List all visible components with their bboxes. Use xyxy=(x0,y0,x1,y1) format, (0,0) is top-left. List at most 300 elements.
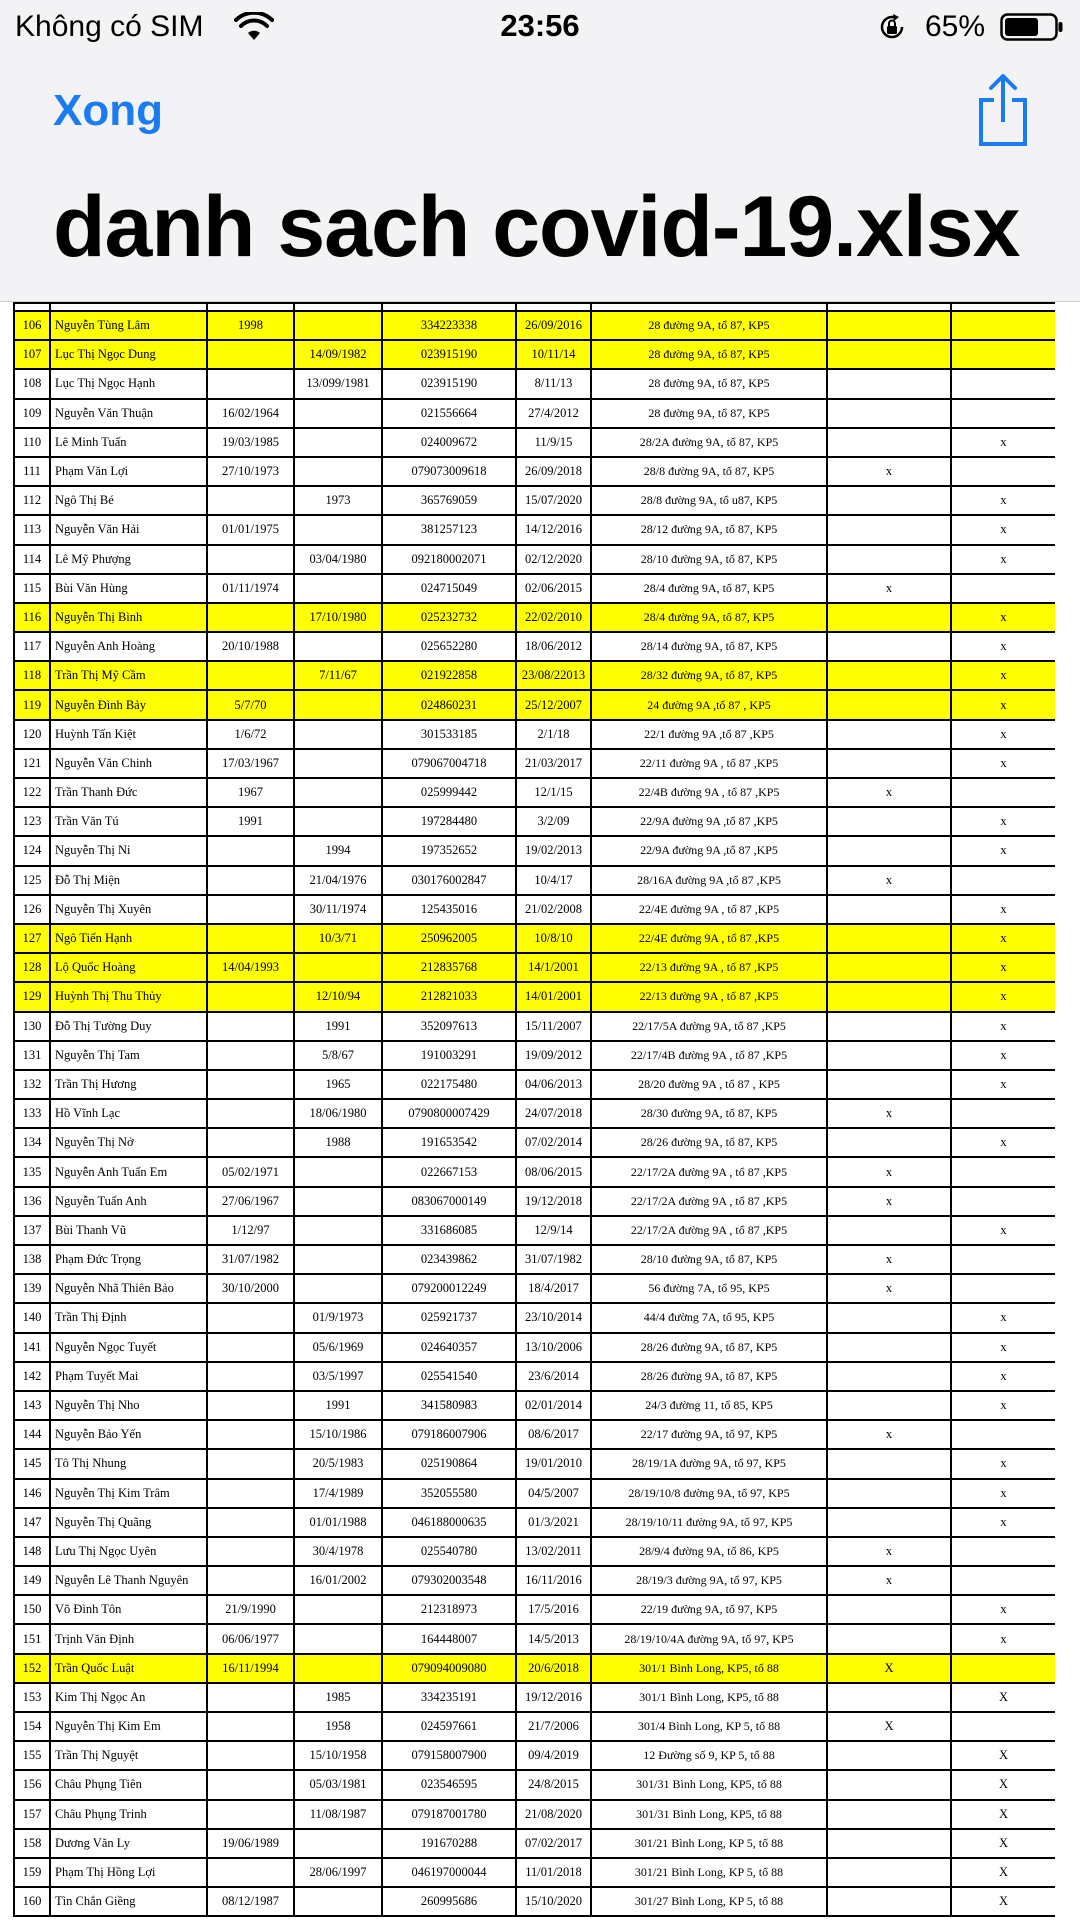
mark-col-2-cell[interactable]: X xyxy=(951,1741,1055,1770)
mark-col-2-cell[interactable] xyxy=(951,574,1055,603)
done-button[interactable]: Xong xyxy=(53,86,163,135)
mark-col-2-cell[interactable]: x xyxy=(951,486,1055,515)
row-number-cell[interactable]: 133 xyxy=(14,1099,50,1128)
name-cell[interactable]: Tô Thị Nhung xyxy=(50,1449,207,1478)
mark-col-2-cell[interactable]: x xyxy=(951,982,1055,1011)
row-number-cell[interactable]: 132 xyxy=(14,1070,50,1099)
issue-date-cell[interactable]: 04/06/2013 xyxy=(516,1070,591,1099)
birth-female-cell[interactable] xyxy=(294,1887,382,1916)
row-number-cell[interactable]: 137 xyxy=(14,1216,50,1245)
mark-col-2-cell[interactable]: x xyxy=(951,545,1055,574)
birth-male-cell[interactable]: 01/01/1975 xyxy=(207,515,294,544)
birth-female-cell[interactable]: 1965 xyxy=(294,1070,382,1099)
birth-female-cell[interactable]: 11/08/1987 xyxy=(294,1800,382,1829)
mark-col-1-cell[interactable] xyxy=(827,399,951,428)
mark-col-2-cell[interactable]: x xyxy=(951,603,1055,632)
address-cell[interactable]: 22/17/2A đường 9A , tổ 87 ,KP5 xyxy=(591,1216,827,1245)
mark-col-2-cell[interactable]: x xyxy=(951,1216,1055,1245)
row-number-cell[interactable]: 158 xyxy=(14,1829,50,1858)
row-number-cell[interactable]: 113 xyxy=(14,515,50,544)
mark-col-2-cell[interactable]: x xyxy=(951,720,1055,749)
id-number-cell[interactable]: 365769059 xyxy=(382,486,516,515)
birth-female-cell[interactable]: 12/10/94 xyxy=(294,982,382,1011)
mark-col-1-cell[interactable]: x xyxy=(827,1187,951,1216)
issue-date-cell[interactable]: 18/4/2017 xyxy=(516,1274,591,1303)
mark-col-1-cell[interactable]: x xyxy=(827,778,951,807)
mark-col-2-cell[interactable] xyxy=(951,340,1055,369)
name-cell[interactable]: Nguyễn Văn Thuận xyxy=(50,399,207,428)
mark-col-1-cell[interactable] xyxy=(827,632,951,661)
id-number-cell[interactable]: 024860231 xyxy=(382,690,516,719)
birth-female-cell[interactable]: 1991 xyxy=(294,1391,382,1420)
mark-col-1-cell[interactable] xyxy=(827,953,951,982)
row-number-cell[interactable]: 134 xyxy=(14,1128,50,1157)
mark-col-1-cell[interactable] xyxy=(827,603,951,632)
row-number-cell[interactable]: 116 xyxy=(14,603,50,632)
address-cell[interactable]: 28 đường 9A, tổ 87, KP5 xyxy=(591,399,827,428)
address-cell[interactable]: 28/2A đường 9A, tổ 87, KP5 xyxy=(591,428,827,457)
birth-male-cell[interactable]: 30/10/2000 xyxy=(207,1274,294,1303)
name-cell[interactable]: Phạm Tuyết Mai xyxy=(50,1362,207,1391)
mark-col-1-cell[interactable] xyxy=(827,545,951,574)
name-cell[interactable]: Đỗ Thị Tường Duy xyxy=(50,1012,207,1041)
name-cell[interactable]: Trần Quốc Luật xyxy=(50,1654,207,1683)
address-cell[interactable]: 22/17/4B đường 9A , tổ 87 ,KP5 xyxy=(591,1041,827,1070)
name-cell[interactable]: Trần Thanh Đức xyxy=(50,778,207,807)
mark-col-1-cell[interactable] xyxy=(827,1624,951,1653)
name-cell[interactable]: Nguyễn Thị Xuyên xyxy=(50,895,207,924)
mark-col-1-cell[interactable] xyxy=(827,1303,951,1332)
id-number-cell[interactable]: 260995686 xyxy=(382,1887,516,1916)
address-cell[interactable]: 22/17/2A đường 9A , tổ 87 ,KP5 xyxy=(591,1187,827,1216)
address-cell[interactable]: 28/4 đường 9A, tổ 87, KP5 xyxy=(591,574,827,603)
birth-female-cell[interactable]: 17/4/1989 xyxy=(294,1479,382,1508)
mark-col-1-cell[interactable]: x xyxy=(827,1420,951,1449)
issue-date-cell[interactable]: 26/09/2018 xyxy=(516,457,591,486)
issue-date-cell[interactable]: 24/07/2018 xyxy=(516,1099,591,1128)
birth-male-cell[interactable]: 01/11/1974 xyxy=(207,574,294,603)
issue-date-cell[interactable]: 09/4/2019 xyxy=(516,1741,591,1770)
issue-date-cell[interactable]: 18/06/2012 xyxy=(516,632,591,661)
id-number-cell[interactable]: 030176002847 xyxy=(382,866,516,895)
mark-col-1-cell[interactable]: x xyxy=(827,574,951,603)
issue-date-cell[interactable]: 08/6/2017 xyxy=(516,1420,591,1449)
issue-date-cell[interactable]: 16/11/2016 xyxy=(516,1566,591,1595)
issue-date-cell[interactable]: 25/12/2007 xyxy=(516,690,591,719)
mark-col-1-cell[interactable] xyxy=(827,515,951,544)
mark-col-1-cell[interactable]: x xyxy=(827,1157,951,1186)
id-number-cell[interactable]: 021556664 xyxy=(382,399,516,428)
mark-col-1-cell[interactable] xyxy=(827,1391,951,1420)
mark-col-2-cell[interactable]: x xyxy=(951,895,1055,924)
row-number-cell[interactable]: 135 xyxy=(14,1157,50,1186)
id-number-cell[interactable]: 250962005 xyxy=(382,924,516,953)
mark-col-2-cell[interactable]: x xyxy=(951,1128,1055,1157)
birth-female-cell[interactable]: 1973 xyxy=(294,486,382,515)
row-number-cell[interactable]: 148 xyxy=(14,1537,50,1566)
birth-male-cell[interactable] xyxy=(207,603,294,632)
birth-female-cell[interactable]: 30/4/1978 xyxy=(294,1537,382,1566)
mark-col-2-cell[interactable]: X xyxy=(951,1770,1055,1799)
address-cell[interactable]: 301/1 Bình Long, KP5, tổ 88 xyxy=(591,1654,827,1683)
name-cell[interactable]: Lê Minh Tuấn xyxy=(50,428,207,457)
mark-col-2-cell[interactable]: x xyxy=(951,632,1055,661)
name-cell[interactable]: Nguyễn Lê Thanh Nguyên xyxy=(50,1566,207,1595)
birth-male-cell[interactable] xyxy=(207,1770,294,1799)
row-number-cell[interactable]: 114 xyxy=(14,545,50,574)
name-cell[interactable]: Nguyễn Ngọc Tuyết xyxy=(50,1333,207,1362)
id-number-cell[interactable]: 079200012249 xyxy=(382,1274,516,1303)
birth-female-cell[interactable] xyxy=(294,690,382,719)
row-number-cell[interactable]: 144 xyxy=(14,1420,50,1449)
mark-col-2-cell[interactable]: x xyxy=(951,1595,1055,1624)
issue-date-cell[interactable]: 22/02/2010 xyxy=(516,603,591,632)
issue-date-cell[interactable]: 27/4/2012 xyxy=(516,399,591,428)
mark-col-2-cell[interactable]: x xyxy=(951,836,1055,865)
id-number-cell[interactable]: 079186007906 xyxy=(382,1420,516,1449)
id-number-cell[interactable]: 025232732 xyxy=(382,603,516,632)
address-cell[interactable]: 56 đường 7A, tổ 95, KP5 xyxy=(591,1274,827,1303)
row-number-cell[interactable]: 126 xyxy=(14,895,50,924)
issue-date-cell[interactable]: 11/01/2018 xyxy=(516,1858,591,1887)
name-cell[interactable]: Nguyễn Thị Quãng xyxy=(50,1508,207,1537)
name-cell[interactable]: Trần Thị Nguyệt xyxy=(50,1741,207,1770)
row-number-cell[interactable]: 112 xyxy=(14,486,50,515)
id-number-cell[interactable]: 197352652 xyxy=(382,836,516,865)
name-cell[interactable]: Lưu Thị Ngọc Uyên xyxy=(50,1537,207,1566)
birth-female-cell[interactable]: 05/6/1969 xyxy=(294,1333,382,1362)
birth-male-cell[interactable]: 16/02/1964 xyxy=(207,399,294,428)
address-cell[interactable]: 28/19/10/4A đường 9A, tổ 97, KP5 xyxy=(591,1624,827,1653)
issue-date-cell[interactable]: 21/03/2017 xyxy=(516,749,591,778)
issue-date-cell[interactable]: 21/02/2008 xyxy=(516,895,591,924)
mark-col-2-cell[interactable]: x xyxy=(951,1391,1055,1420)
mark-col-2-cell[interactable]: x xyxy=(951,1449,1055,1478)
mark-col-1-cell[interactable] xyxy=(827,340,951,369)
row-number-cell[interactable]: 130 xyxy=(14,1012,50,1041)
row-number-cell[interactable]: 147 xyxy=(14,1508,50,1537)
id-number-cell[interactable]: 023439862 xyxy=(382,1245,516,1274)
issue-date-cell[interactable]: 19/01/2010 xyxy=(516,1449,591,1478)
mark-col-1-cell[interactable]: x xyxy=(827,1274,951,1303)
id-number-cell[interactable]: 046197000044 xyxy=(382,1858,516,1887)
name-cell[interactable]: Huỳnh Thị Thu Thủy xyxy=(50,982,207,1011)
birth-male-cell[interactable] xyxy=(207,836,294,865)
mark-col-1-cell[interactable]: x xyxy=(827,866,951,895)
mark-col-1-cell[interactable] xyxy=(827,1333,951,1362)
birth-male-cell[interactable] xyxy=(207,895,294,924)
mark-col-2-cell[interactable]: x xyxy=(951,1624,1055,1653)
mark-col-2-cell[interactable] xyxy=(951,866,1055,895)
id-number-cell[interactable]: 022175480 xyxy=(382,1070,516,1099)
id-number-cell[interactable]: 083067000149 xyxy=(382,1187,516,1216)
issue-date-cell[interactable]: 02/12/2020 xyxy=(516,545,591,574)
birth-female-cell[interactable] xyxy=(294,515,382,544)
birth-female-cell[interactable]: 05/03/1981 xyxy=(294,1770,382,1799)
row-number-cell[interactable]: 153 xyxy=(14,1683,50,1712)
row-number-cell[interactable]: 106 xyxy=(14,311,50,340)
issue-date-cell[interactable]: 02/01/2014 xyxy=(516,1391,591,1420)
id-number-cell[interactable]: 024640357 xyxy=(382,1333,516,1362)
name-cell[interactable]: Nguyễn Thị Nở xyxy=(50,1128,207,1157)
birth-male-cell[interactable]: 1/6/72 xyxy=(207,720,294,749)
id-number-cell[interactable]: 023915190 xyxy=(382,340,516,369)
mark-col-2-cell[interactable]: x xyxy=(951,1333,1055,1362)
id-number-cell[interactable]: 023915190 xyxy=(382,369,516,398)
mark-col-2-cell[interactable]: x xyxy=(951,428,1055,457)
spreadsheet-viewport[interactable] xyxy=(13,302,1055,1920)
issue-date-cell[interactable]: 23/08/22013 xyxy=(516,661,591,690)
address-cell[interactable]: 22/4B đường 9A , tổ 87 ,KP5 xyxy=(591,778,827,807)
birth-male-cell[interactable] xyxy=(207,1741,294,1770)
row-number-cell[interactable]: 159 xyxy=(14,1858,50,1887)
issue-date-cell[interactable]: 2/1/18 xyxy=(516,720,591,749)
row-number-cell[interactable]: 150 xyxy=(14,1595,50,1624)
birth-male-cell[interactable] xyxy=(207,1479,294,1508)
issue-date-cell[interactable]: 13/10/2006 xyxy=(516,1333,591,1362)
mark-col-2-cell[interactable] xyxy=(951,1245,1055,1274)
issue-date-cell[interactable]: 24/8/2015 xyxy=(516,1770,591,1799)
id-number-cell[interactable]: 025652280 xyxy=(382,632,516,661)
birth-male-cell[interactable] xyxy=(207,1566,294,1595)
row-number-cell[interactable]: 110 xyxy=(14,428,50,457)
address-cell[interactable]: 301/27 Bình Long, KP 5, tổ 88 xyxy=(591,1887,827,1916)
id-number-cell[interactable]: 092180002071 xyxy=(382,545,516,574)
id-number-cell[interactable]: 301533185 xyxy=(382,720,516,749)
mark-col-1-cell[interactable] xyxy=(827,1887,951,1916)
id-number-cell[interactable]: 079073009618 xyxy=(382,457,516,486)
mark-col-2-cell[interactable] xyxy=(951,369,1055,398)
address-cell[interactable]: 28/20 đường 9A , tổ 87 , KP5 xyxy=(591,1070,827,1099)
birth-female-cell[interactable] xyxy=(294,1216,382,1245)
address-cell[interactable]: 28/19/10/11 đường 9A, tổ 97, KP5 xyxy=(591,1508,827,1537)
name-cell[interactable]: Trần Thị Hương xyxy=(50,1070,207,1099)
id-number-cell[interactable]: 125435016 xyxy=(382,895,516,924)
row-number-cell[interactable]: 125 xyxy=(14,866,50,895)
address-cell[interactable]: 301/4 Bình Long, KP 5, tổ 88 xyxy=(591,1712,827,1741)
issue-date-cell[interactable]: 12/1/15 xyxy=(516,778,591,807)
address-cell[interactable]: 24/3 đường 11, tổ 85, KP5 xyxy=(591,1391,827,1420)
birth-male-cell[interactable]: 08/12/1987 xyxy=(207,1887,294,1916)
mark-col-2-cell[interactable] xyxy=(951,311,1055,340)
row-number-cell[interactable]: 138 xyxy=(14,1245,50,1274)
birth-male-cell[interactable] xyxy=(207,1099,294,1128)
issue-date-cell[interactable]: 14/01/2001 xyxy=(516,982,591,1011)
birth-male-cell[interactable] xyxy=(207,1041,294,1070)
issue-date-cell[interactable]: 10/8/10 xyxy=(516,924,591,953)
birth-female-cell[interactable] xyxy=(294,749,382,778)
birth-male-cell[interactable]: 1998 xyxy=(207,311,294,340)
name-cell[interactable]: Huỳnh Tấn Kiệt xyxy=(50,720,207,749)
issue-date-cell[interactable]: 14/12/2016 xyxy=(516,515,591,544)
mark-col-1-cell[interactable] xyxy=(827,720,951,749)
name-cell[interactable]: Nguyễn Thị Kim Em xyxy=(50,1712,207,1741)
issue-date-cell[interactable]: 12/9/14 xyxy=(516,1216,591,1245)
birth-female-cell[interactable]: 13/099/1981 xyxy=(294,369,382,398)
mark-col-1-cell[interactable] xyxy=(827,749,951,778)
birth-male-cell[interactable] xyxy=(207,1858,294,1887)
row-number-cell[interactable]: 152 xyxy=(14,1654,50,1683)
birth-male-cell[interactable] xyxy=(207,340,294,369)
address-cell[interactable]: 22/17/2A đường 9A , tổ 87 ,KP5 xyxy=(591,1157,827,1186)
id-number-cell[interactable]: 191003291 xyxy=(382,1041,516,1070)
name-cell[interactable]: Nguyễn Tùng Lâm xyxy=(50,311,207,340)
id-number-cell[interactable]: 191670288 xyxy=(382,1829,516,1858)
address-cell[interactable]: 28/32 đường 9A, tổ 87, KP5 xyxy=(591,661,827,690)
birth-female-cell[interactable]: 03/04/1980 xyxy=(294,545,382,574)
address-cell[interactable]: 28 đường 9A, tổ 87, KP5 xyxy=(591,340,827,369)
address-cell[interactable]: 28/14 đường 9A, tổ 87, KP5 xyxy=(591,632,827,661)
address-cell[interactable]: 28/4 đường 9A, tổ 87, KP5 xyxy=(591,603,827,632)
issue-date-cell[interactable]: 17/5/2016 xyxy=(516,1595,591,1624)
id-number-cell[interactable]: 079094009080 xyxy=(382,1654,516,1683)
mark-col-2-cell[interactable]: x xyxy=(951,749,1055,778)
mark-col-2-cell[interactable]: x xyxy=(951,1303,1055,1332)
row-number-cell[interactable]: 124 xyxy=(14,836,50,865)
id-number-cell[interactable]: 025541540 xyxy=(382,1362,516,1391)
issue-date-cell[interactable]: 19/02/2013 xyxy=(516,836,591,865)
birth-male-cell[interactable]: 1/12/97 xyxy=(207,1216,294,1245)
address-cell[interactable]: 28/30 đường 9A, tổ 87, KP5 xyxy=(591,1099,827,1128)
issue-date-cell[interactable]: 10/11/14 xyxy=(516,340,591,369)
name-cell[interactable]: Châu Phụng Tiên xyxy=(50,1770,207,1799)
birth-female-cell[interactable]: 1985 xyxy=(294,1683,382,1712)
mark-col-1-cell[interactable] xyxy=(827,1800,951,1829)
birth-female-cell[interactable] xyxy=(294,778,382,807)
id-number-cell[interactable]: 352055580 xyxy=(382,1479,516,1508)
mark-col-2-cell[interactable] xyxy=(951,1712,1055,1741)
name-cell[interactable]: Kim Thị Ngọc An xyxy=(50,1683,207,1712)
row-number-cell[interactable]: 141 xyxy=(14,1333,50,1362)
id-number-cell[interactable]: 046188000635 xyxy=(382,1508,516,1537)
issue-date-cell[interactable]: 3/2/09 xyxy=(516,807,591,836)
mark-col-2-cell[interactable] xyxy=(951,1654,1055,1683)
mark-col-1-cell[interactable] xyxy=(827,1041,951,1070)
row-number-cell[interactable]: 122 xyxy=(14,778,50,807)
mark-col-2-cell[interactable]: x xyxy=(951,1362,1055,1391)
birth-male-cell[interactable] xyxy=(207,1012,294,1041)
birth-female-cell[interactable]: 1994 xyxy=(294,836,382,865)
mark-col-2-cell[interactable] xyxy=(951,1187,1055,1216)
mark-col-2-cell[interactable]: X xyxy=(951,1683,1055,1712)
birth-female-cell[interactable]: 17/10/1980 xyxy=(294,603,382,632)
birth-male-cell[interactable] xyxy=(207,661,294,690)
mark-col-1-cell[interactable] xyxy=(827,924,951,953)
mark-col-1-cell[interactable] xyxy=(827,1829,951,1858)
id-number-cell[interactable]: 352097613 xyxy=(382,1012,516,1041)
birth-male-cell[interactable] xyxy=(207,1070,294,1099)
address-cell[interactable]: 28/10 đường 9A, tổ 87, KP5 xyxy=(591,545,827,574)
row-number-cell[interactable]: 156 xyxy=(14,1770,50,1799)
address-cell[interactable]: 301/21 Bình Long, KP 5, tổ 88 xyxy=(591,1858,827,1887)
birth-female-cell[interactable]: 01/9/1973 xyxy=(294,1303,382,1332)
address-cell[interactable]: 22/1 đường 9A ,tổ 87 ,KP5 xyxy=(591,720,827,749)
id-number-cell[interactable]: 341580983 xyxy=(382,1391,516,1420)
mark-col-1-cell[interactable]: x xyxy=(827,457,951,486)
row-number-cell[interactable]: 123 xyxy=(14,807,50,836)
birth-male-cell[interactable]: 20/10/1988 xyxy=(207,632,294,661)
mark-col-2-cell[interactable] xyxy=(951,457,1055,486)
issue-date-cell[interactable]: 07/02/2017 xyxy=(516,1829,591,1858)
issue-date-cell[interactable]: 14/5/2013 xyxy=(516,1624,591,1653)
birth-female-cell[interactable]: 15/10/1986 xyxy=(294,1420,382,1449)
birth-female-cell[interactable]: 7/11/67 xyxy=(294,661,382,690)
issue-date-cell[interactable]: 19/12/2018 xyxy=(516,1187,591,1216)
name-cell[interactable]: Châu Phụng Trinh xyxy=(50,1800,207,1829)
name-cell[interactable]: Nguyễn Thị Ni xyxy=(50,836,207,865)
birth-male-cell[interactable]: 21/9/1990 xyxy=(207,1595,294,1624)
issue-date-cell[interactable]: 20/6/2018 xyxy=(516,1654,591,1683)
id-number-cell[interactable]: 191653542 xyxy=(382,1128,516,1157)
issue-date-cell[interactable]: 04/5/2007 xyxy=(516,1479,591,1508)
name-cell[interactable]: Lục Thị Ngọc Hạnh xyxy=(50,369,207,398)
address-cell[interactable]: 28/26 đường 9A, tổ 87, KP5 xyxy=(591,1362,827,1391)
issue-date-cell[interactable]: 26/09/2016 xyxy=(516,311,591,340)
mark-col-2-cell[interactable] xyxy=(951,1537,1055,1566)
mark-col-1-cell[interactable]: X xyxy=(827,1712,951,1741)
mark-col-1-cell[interactable]: x xyxy=(827,1566,951,1595)
birth-male-cell[interactable]: 1991 xyxy=(207,807,294,836)
birth-female-cell[interactable] xyxy=(294,1274,382,1303)
birth-female-cell[interactable] xyxy=(294,1624,382,1653)
mark-col-1-cell[interactable] xyxy=(827,369,951,398)
issue-date-cell[interactable]: 02/06/2015 xyxy=(516,574,591,603)
birth-female-cell[interactable] xyxy=(294,1595,382,1624)
address-cell[interactable]: 22/17/5A đường 9A, tổ 87 ,KP5 xyxy=(591,1012,827,1041)
id-number-cell[interactable]: 025190864 xyxy=(382,1449,516,1478)
mark-col-1-cell[interactable]: x xyxy=(827,1537,951,1566)
row-number-cell[interactable]: 107 xyxy=(14,340,50,369)
birth-female-cell[interactable] xyxy=(294,1654,382,1683)
address-cell[interactable]: 28/16A đường 9A ,tổ 87 ,KP5 xyxy=(591,866,827,895)
birth-male-cell[interactable] xyxy=(207,924,294,953)
issue-date-cell[interactable]: 21/08/2020 xyxy=(516,1800,591,1829)
birth-female-cell[interactable]: 30/11/1974 xyxy=(294,895,382,924)
row-number-cell[interactable]: 117 xyxy=(14,632,50,661)
mark-col-1-cell[interactable]: X xyxy=(827,1654,951,1683)
name-cell[interactable]: Phạm Văn Lợi xyxy=(50,457,207,486)
id-number-cell[interactable]: 024597661 xyxy=(382,1712,516,1741)
name-cell[interactable]: Nguyễn Thị Tam xyxy=(50,1041,207,1070)
birth-male-cell[interactable] xyxy=(207,1362,294,1391)
birth-male-cell[interactable] xyxy=(207,1683,294,1712)
birth-male-cell[interactable]: 14/04/1993 xyxy=(207,953,294,982)
birth-female-cell[interactable] xyxy=(294,311,382,340)
birth-female-cell[interactable]: 20/5/1983 xyxy=(294,1449,382,1478)
mark-col-1-cell[interactable] xyxy=(827,982,951,1011)
row-number-cell[interactable]: 157 xyxy=(14,1800,50,1829)
issue-date-cell[interactable]: 13/02/2011 xyxy=(516,1537,591,1566)
mark-col-1-cell[interactable] xyxy=(827,311,951,340)
birth-male-cell[interactable] xyxy=(207,1128,294,1157)
row-number-cell[interactable]: 108 xyxy=(14,369,50,398)
birth-male-cell[interactable] xyxy=(207,1333,294,1362)
address-cell[interactable]: 28/8 đường 9A, tổ u87, KP5 xyxy=(591,486,827,515)
mark-col-2-cell[interactable]: x xyxy=(951,661,1055,690)
birth-female-cell[interactable]: 21/04/1976 xyxy=(294,866,382,895)
birth-male-cell[interactable] xyxy=(207,1391,294,1420)
row-number-cell[interactable]: 155 xyxy=(14,1741,50,1770)
id-number-cell[interactable]: 079067004718 xyxy=(382,749,516,778)
row-number-cell[interactable]: 139 xyxy=(14,1274,50,1303)
birth-male-cell[interactable]: 05/02/1971 xyxy=(207,1157,294,1186)
address-cell[interactable]: 44/4 đường 7A, tổ 95, KP5 xyxy=(591,1303,827,1332)
address-cell[interactable]: 28/9/4 đường 9A, tổ 86, KP5 xyxy=(591,1537,827,1566)
mark-col-1-cell[interactable] xyxy=(827,1012,951,1041)
id-number-cell[interactable]: 381257123 xyxy=(382,515,516,544)
name-cell[interactable]: Nguyễn Đình Bảy xyxy=(50,690,207,719)
birth-female-cell[interactable] xyxy=(294,1157,382,1186)
